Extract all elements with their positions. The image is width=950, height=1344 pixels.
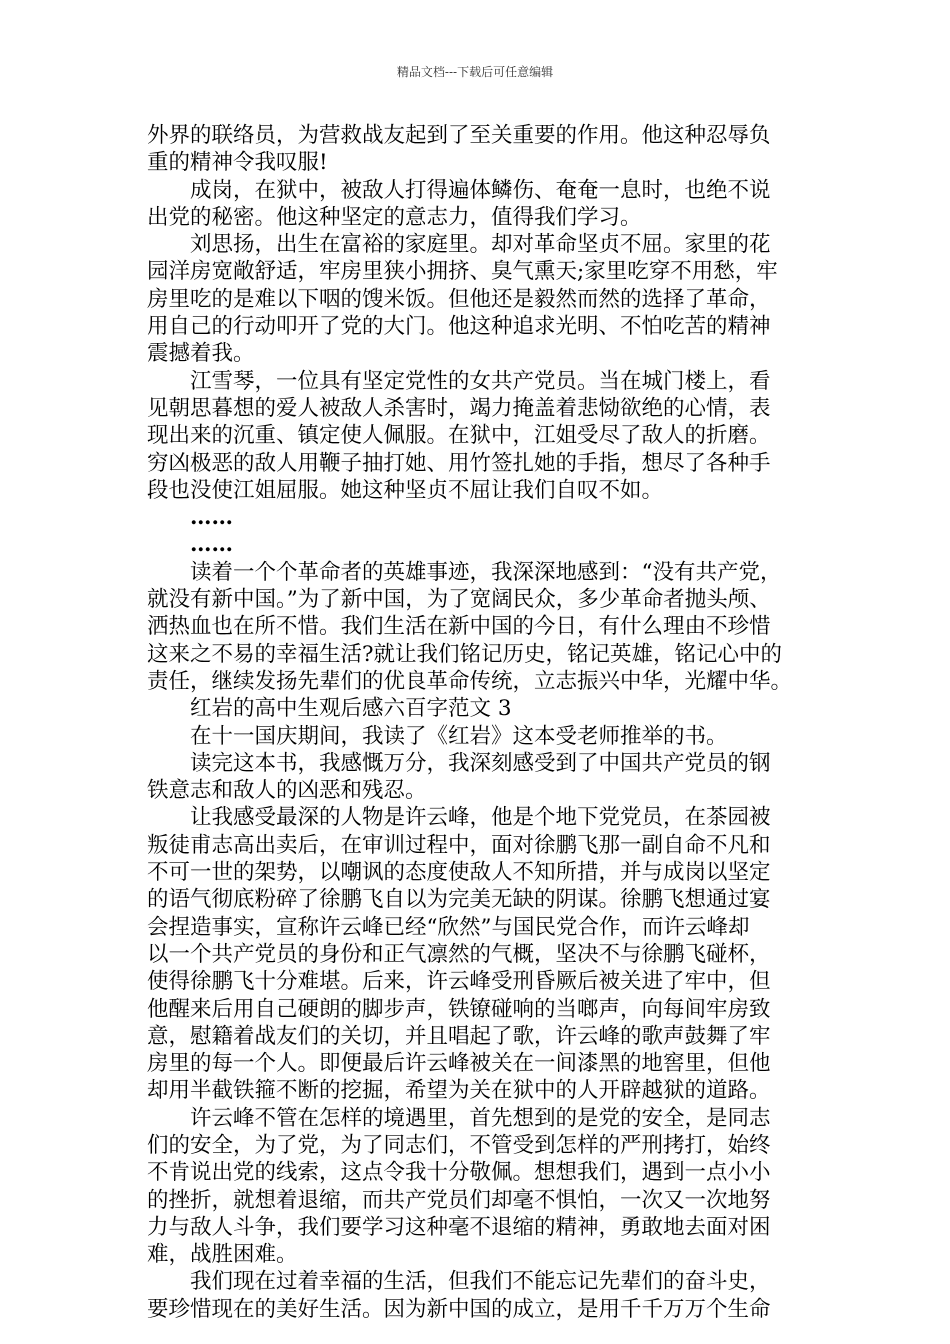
text-line: 力与敌人斗争，我们要学习这种毫不退缩的精神，勇敢地去面对困 bbox=[147, 1214, 771, 1240]
text-line: 在十一国庆期间，我读了《红岩》这本受老师推举的书。 bbox=[190, 723, 728, 749]
text-line: 责任，继续发扬先辈们的优良革命传统，立志振兴中华，光耀中华。 bbox=[147, 668, 793, 694]
text-line: 让我感受最深的人物是许云峰，他是个地下党党员，在茶园被 bbox=[190, 805, 771, 831]
paragraph bbox=[147, 368, 809, 504]
ellipsis-paragraph bbox=[147, 504, 809, 531]
text-line: 房里吃的是难以下咽的馊米饭。但他还是毅然而然的选择了革命， bbox=[147, 286, 771, 312]
text-line: 不可一世的架势，以嘲讽的态度使敌人不知所措，并与成岗以坚定 bbox=[147, 860, 771, 886]
text-line: 这来之不易的幸福生活?就让我们铭记历史，铭记英雄，铭记心中的 bbox=[147, 641, 783, 667]
paragraph bbox=[147, 1268, 809, 1323]
text-line: 红岩的高中生观后感六百字范文 3 bbox=[190, 696, 512, 722]
text-line: 用自己的行动叩开了党的大门。他这种追求光明、不怕吃苦的精神 bbox=[147, 314, 771, 340]
text-line: 要珍惜现在的美好生活。因为新中国的成立，是用千千万万个生命 bbox=[147, 1296, 771, 1322]
paragraph bbox=[147, 177, 809, 232]
text-line: 我们现在过着幸福的生活，但我们不能忘记先辈们的奋斗史， bbox=[190, 1269, 771, 1295]
text-line: 意，慰籍着战友们的关切，并且唱起了歌，许云峰的歌声鼓舞了牢 bbox=[147, 1023, 771, 1049]
text-line: 现出来的沉重、镇定使人佩服。在狱中，江姐受尽了敌人的折磨。 bbox=[147, 423, 771, 449]
text-line: 不肯说出党的线索，这点令我十分敬佩。想想我们，遇到一点小小 bbox=[147, 1160, 771, 1186]
paragraph bbox=[147, 1105, 809, 1269]
paragraph bbox=[147, 231, 809, 367]
text-line: …… bbox=[190, 532, 233, 558]
text-line: 的语气彻底粉碎了徐鹏飞自以为完美无缺的阴谋。徐鹏飞想通过宴 bbox=[147, 887, 771, 913]
text-line: 就没有新中国。”为了新中国，为了宽阔民众，多少革命者抛头颅、 bbox=[147, 587, 771, 613]
text-line: 的挫折，就想着退缩，而共产党员们却毫不惧怕，一次又一次地努 bbox=[147, 1187, 771, 1213]
text-line: 叛徒甫志高出卖后，在审训过程中，面对徐鹏飞那一副自命不凡和 bbox=[147, 832, 771, 858]
text-line: …… bbox=[190, 505, 233, 531]
text-line: 园洋房宽敞舒适，牢房里狭小拥挤、臭气熏天;家里吃穿不用愁，牢 bbox=[147, 259, 778, 285]
text-line: 见朝思暮想的爱人被敌人杀害时，竭力掩盖着悲恸欲绝的心情，表 bbox=[147, 395, 771, 421]
text-line: 震撼着我。 bbox=[147, 341, 255, 367]
page-header: 精品文档---下载后可任意编辑 bbox=[396, 65, 554, 79]
paragraph bbox=[147, 750, 809, 805]
paragraph bbox=[147, 723, 809, 750]
text-line: 成岗，在狱中，被敌人打得遍体鳞伤、奄奄一息时，也绝不说 bbox=[190, 177, 771, 203]
text-line: 却用半截铁箍不断的挖掘，希望为关在狱中的人开辟越狱的道路。 bbox=[147, 1078, 771, 1104]
ellipsis-paragraph bbox=[147, 531, 809, 558]
text-line: 们的安全，为了党，为了同志们，不管受到怎样的严刑拷打，始终 bbox=[147, 1132, 771, 1158]
text-line: 穷凶极恶的敌人用鞭子抽打她、用竹签扎她的手指，想尽了各种手 bbox=[147, 450, 771, 476]
text-line: 读完这本书，我感慨万分，我深刻感受到了中国共产党员的钢 bbox=[190, 750, 771, 776]
text-line: 出党的秘密。他这种坚定的意志力，值得我们学习。 bbox=[147, 204, 642, 230]
text-line: 以一个共产党员的身份和正气凛然的气概，坚决不与徐鹏飞碰杯， bbox=[147, 941, 771, 967]
paragraph bbox=[147, 559, 809, 695]
text-line: 他醒来后用自己硬朗的脚步声，铁镣碰响的当啷声，向每间牢房致 bbox=[147, 996, 771, 1022]
text-line: 难，战胜困难。 bbox=[147, 1242, 298, 1268]
text-line: 段也没使江姐屈服。她这种坚贞不屈让我们自叹不如。 bbox=[147, 477, 664, 503]
paragraph bbox=[147, 804, 809, 1104]
text-line: 许云峰不管在怎样的境遇里，首先想到的是党的安全，是同志 bbox=[190, 1105, 771, 1131]
text-line: 房里的每一个人。即便最后许云峰被关在一间漆黑的地窖里，但他 bbox=[147, 1051, 771, 1077]
text-line: 读着一个个革命者的英雄事迹，我深深地感到：“没有共产党， bbox=[190, 559, 782, 585]
text-line: 铁意志和敌人的凶恶和残忍。 bbox=[147, 778, 427, 804]
text-line: 使得徐鹏飞十分难堪。后来，许云峰受刑昏厥后被关进了牢中，但 bbox=[147, 969, 771, 995]
text-line: 会捏造事实，宣称许云峰已经“欣然”与国民党合作，而许云峰却 bbox=[147, 914, 750, 940]
text-line: 刘思扬，出生在富裕的家庭里。却对革命坚贞不屈。家里的花 bbox=[190, 232, 771, 258]
paragraph bbox=[147, 695, 809, 722]
text-line: 重的精神令我叹服! bbox=[147, 150, 328, 176]
text-line: 外界的联络员，为营救战友起到了至关重要的作用。他这种忍辱负 bbox=[147, 123, 771, 148]
text-line: 江雪琴，一位具有坚定党性的女共产党员。当在城门楼上，看 bbox=[190, 368, 771, 394]
text-line: 洒热血也在所不惜。我们生活在新中国的今日，有什么理由不珍惜 bbox=[147, 614, 771, 640]
paragraph bbox=[147, 122, 809, 177]
document-body bbox=[147, 122, 809, 1323]
